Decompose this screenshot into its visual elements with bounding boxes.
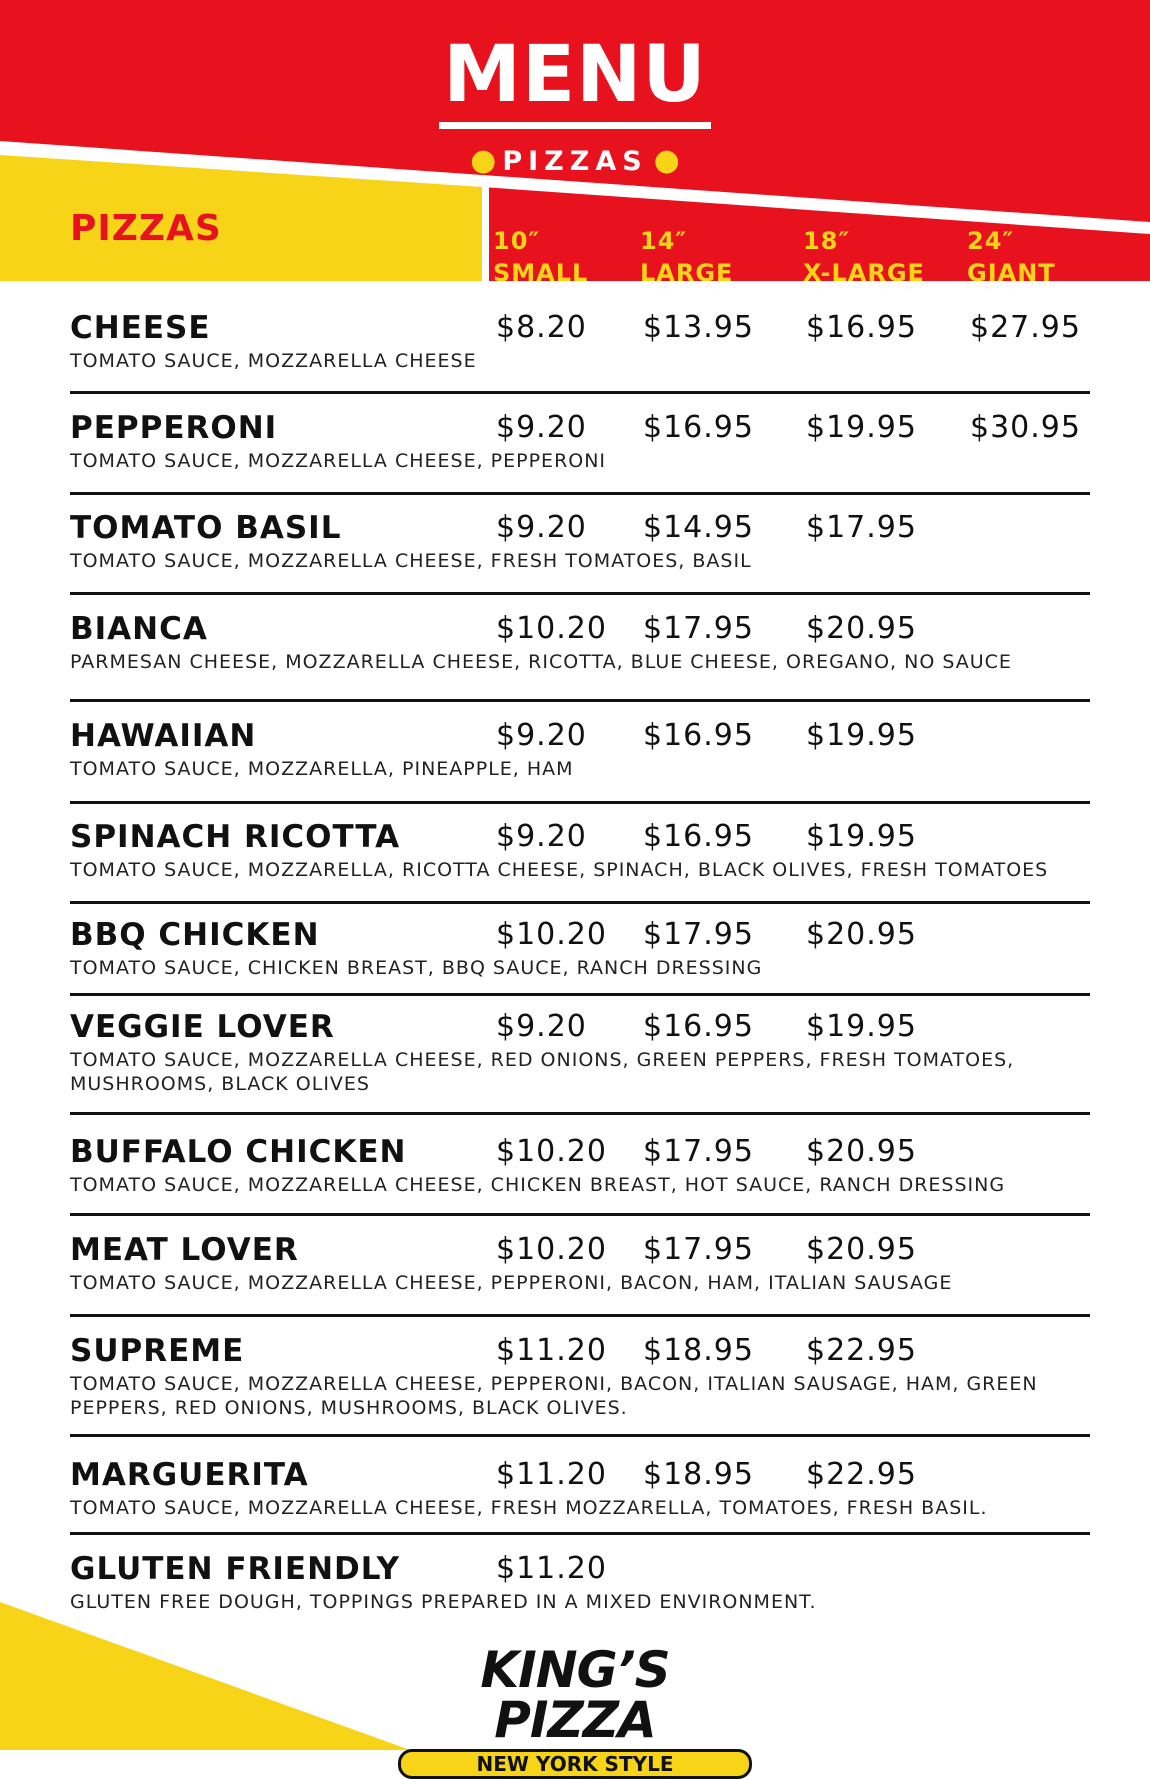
price-small: $10.20 xyxy=(496,917,607,952)
price-small: $8.20 xyxy=(496,310,587,345)
price-large: $14.95 xyxy=(643,510,754,545)
divider xyxy=(70,1213,1090,1216)
item-description: TOMATO SAUCE, MOZZARELLA CHEESE, CHICKEN BREAST, HOT SAUCE, RANCH DRESSING xyxy=(70,1174,1006,1196)
item-description: TOMATO SAUCE, MOZZARELLA CHEESE, PEPPERONI, BACON, HAM, ITALIAN SAUSAGE xyxy=(70,1272,953,1294)
price-large: $18.95 xyxy=(643,1333,754,1368)
price-xlarge: $19.95 xyxy=(806,819,917,854)
size-header-large xyxy=(640,225,733,289)
item-name: GLUTEN FRIENDLY xyxy=(70,1551,401,1587)
price-giant: $27.95 xyxy=(970,310,1081,345)
price-small: $11.20 xyxy=(496,1333,607,1368)
size-name: GIANT xyxy=(967,259,1056,287)
price-small: $11.20 xyxy=(496,1551,607,1586)
size-name: LARGE xyxy=(640,259,734,287)
price-xlarge: $17.95 xyxy=(806,510,917,545)
yellow-corner-triangle xyxy=(0,1602,410,1750)
size-inch: 24″ xyxy=(967,227,1015,255)
size-header-small xyxy=(493,225,588,289)
price-xlarge: $19.95 xyxy=(806,718,917,753)
divider xyxy=(70,699,1090,702)
divider xyxy=(70,592,1090,595)
item-description: TOMATO SAUCE, MOZZARELLA, PINEAPPLE, HAM xyxy=(70,758,574,780)
divider xyxy=(70,1434,1090,1437)
price-xlarge: $22.95 xyxy=(806,1457,917,1492)
price-small: $10.20 xyxy=(496,611,607,646)
price-large: $16.95 xyxy=(643,1009,754,1044)
price-large: $16.95 xyxy=(643,410,754,445)
divider xyxy=(70,801,1090,804)
white-column-divider xyxy=(482,187,489,281)
item-description: PARMESAN CHEESE, MOZZARELLA CHEESE, RICOTTA, BLUE CHEESE, OREGANO, NO SAUCE xyxy=(70,651,1012,673)
item-description: TOMATO SAUCE, MOZZARELLA CHEESE, FRESH MOZZARELLA, TOMATOES, FRESH BASIL. xyxy=(70,1497,988,1519)
item-name: SPINACH RICOTTA xyxy=(70,819,401,855)
price-xlarge: $20.95 xyxy=(806,1232,917,1267)
price-xlarge: $19.95 xyxy=(806,410,917,445)
item-description: TOMATO SAUCE, MOZZARELLA CHEESE xyxy=(70,350,477,372)
item-name: HAWAIIAN xyxy=(70,718,257,754)
menu-title: MENU xyxy=(439,36,711,129)
dot-icon: ● xyxy=(470,143,497,178)
price-large: $17.95 xyxy=(643,611,754,646)
item-name: BUFFALO CHICKEN xyxy=(70,1134,407,1170)
size-name: SMALL xyxy=(493,259,589,287)
price-xlarge: $20.95 xyxy=(806,917,917,952)
divider xyxy=(70,1112,1090,1115)
price-large: $17.95 xyxy=(643,917,754,952)
menu-subtitle-text: PIZZAS xyxy=(502,146,648,177)
price-large: $17.95 xyxy=(643,1232,754,1267)
price-xlarge: $19.95 xyxy=(806,1009,917,1044)
size-header-giant xyxy=(967,225,1056,289)
divider xyxy=(70,492,1090,495)
price-small: $10.20 xyxy=(496,1134,607,1169)
item-name: MEAT LOVER xyxy=(70,1232,299,1268)
price-small: $9.20 xyxy=(496,718,587,753)
divider xyxy=(70,901,1090,904)
price-large: $13.95 xyxy=(643,310,754,345)
price-small: $9.20 xyxy=(496,1009,587,1044)
item-description: TOMATO SAUCE, MOZZARELLA CHEESE, PEPPERONI xyxy=(70,450,607,472)
section-title: PIZZAS xyxy=(70,208,222,249)
divider xyxy=(70,993,1090,996)
price-xlarge: $20.95 xyxy=(806,1134,917,1169)
price-small: $9.20 xyxy=(496,410,587,445)
item-name: TOMATO BASIL xyxy=(70,510,342,546)
item-description: TOMATO SAUCE, MOZZARELLA CHEESE, PEPPERONI, BACON, ITALIAN SAUSAGE, HAM, GREEN PEPPERS, RED ONIONS, MUSHROOMS, BLACK OLIVES. xyxy=(70,1373,1038,1419)
item-name: BBQ CHICKEN xyxy=(70,917,320,953)
divider xyxy=(70,1532,1090,1535)
item-name: CHEESE xyxy=(70,310,211,346)
price-small: $9.20 xyxy=(496,510,587,545)
price-large: $16.95 xyxy=(643,819,754,854)
price-small: $10.20 xyxy=(496,1232,607,1267)
divider xyxy=(70,391,1090,394)
price-giant: $30.95 xyxy=(970,410,1081,445)
price-large: $17.95 xyxy=(643,1134,754,1169)
menu-header xyxy=(0,30,1150,178)
size-inch: 14″ xyxy=(640,227,688,255)
price-xlarge: $22.95 xyxy=(806,1333,917,1368)
size-header-xlarge xyxy=(803,225,925,289)
size-inch: 18″ xyxy=(803,227,851,255)
price-xlarge: $16.95 xyxy=(806,310,917,345)
item-description: TOMATO SAUCE, MOZZARELLA CHEESE, RED ONIONS, GREEN PEPPERS, FRESH TOMATOES, MUSHROOMS, BLACK OLIVES xyxy=(70,1049,1015,1095)
item-name: PEPPERONI xyxy=(70,410,278,446)
logo-tagline: NEW YORK STYLE xyxy=(398,1749,752,1779)
item-name: SUPREME xyxy=(70,1333,245,1369)
price-xlarge: $20.95 xyxy=(806,611,917,646)
item-description: GLUTEN FREE DOUGH, TOPPINGS PREPARED IN A MIXED ENVIRONMENT. xyxy=(70,1591,817,1613)
menu-subtitle xyxy=(0,143,1150,178)
item-description: TOMATO SAUCE, MOZZARELLA, RICOTTA CHEESE, SPINACH, BLACK OLIVES, FRESH TOMATOES xyxy=(70,859,1049,881)
price-large: $18.95 xyxy=(643,1457,754,1492)
item-description: TOMATO SAUCE, CHICKEN BREAST, BBQ SAUCE, RANCH DRESSING xyxy=(70,957,763,979)
size-name: X-LARGE xyxy=(803,259,925,287)
dot-icon: ● xyxy=(653,143,680,178)
logo-brand: KING’S PIZZA xyxy=(480,1641,670,1749)
divider xyxy=(70,1314,1090,1317)
item-name: MARGUERITA xyxy=(70,1457,309,1493)
item-name: BIANCA xyxy=(70,611,208,647)
kings-pizza-logo xyxy=(395,1641,755,1779)
price-large: $16.95 xyxy=(643,718,754,753)
item-description: TOMATO SAUCE, MOZZARELLA CHEESE, FRESH TOMATOES, BASIL xyxy=(70,550,752,572)
item-name: VEGGIE LOVER xyxy=(70,1009,335,1045)
price-small: $11.20 xyxy=(496,1457,607,1492)
size-inch: 10″ xyxy=(493,227,541,255)
price-small: $9.20 xyxy=(496,819,587,854)
